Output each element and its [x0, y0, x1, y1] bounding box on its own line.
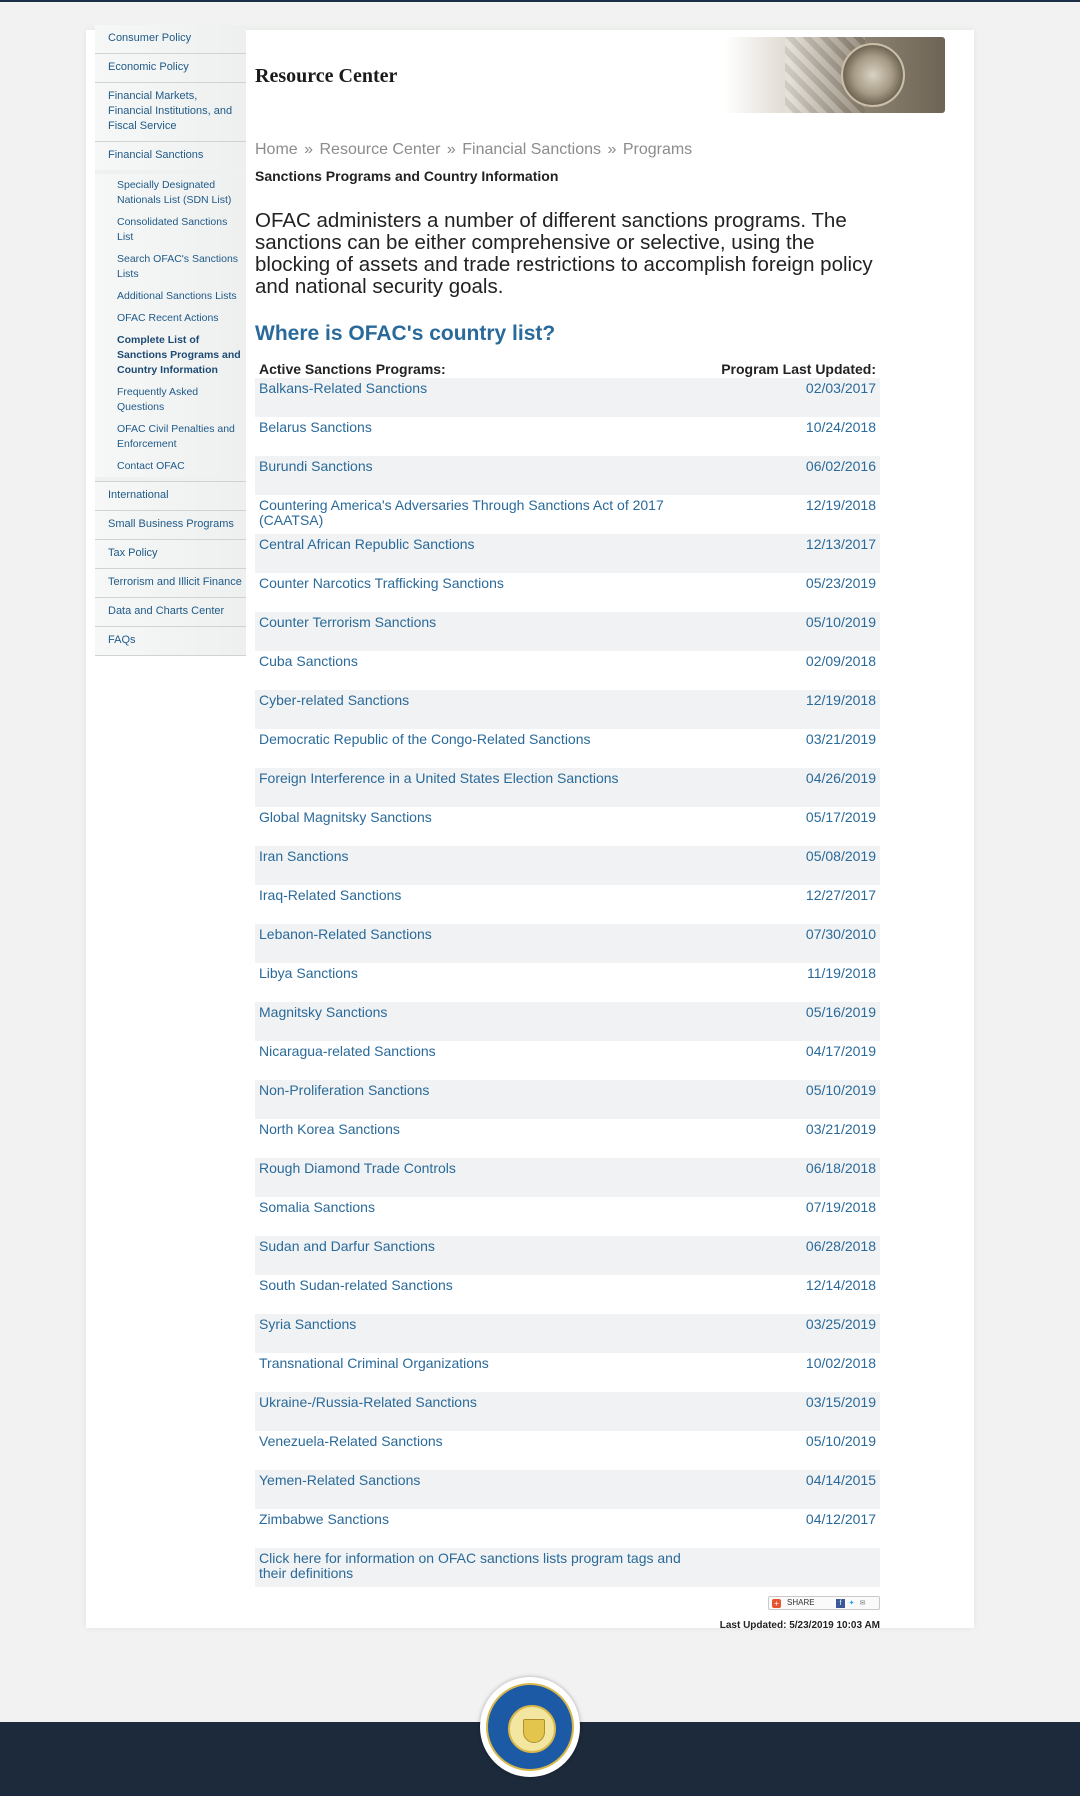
- table-row: [255, 1509, 880, 1548]
- program-name-link[interactable]: Global Magnitsky Sanctions: [255, 807, 710, 846]
- program-updated-date: 04/12/2017: [710, 1509, 880, 1548]
- column-header-program: Active Sanctions Programs:: [259, 360, 446, 377]
- sidebar-item-consumer-policy[interactable]: Consumer Policy: [95, 25, 246, 54]
- table-row: [255, 729, 880, 768]
- table-row: [255, 885, 880, 924]
- program-updated-date: 04/17/2019: [710, 1041, 880, 1080]
- program-name-link[interactable]: Countering America's Adversaries Through Sanctions Act of 2017 (CAATSA): [255, 495, 710, 534]
- program-name-link[interactable]: Transnational Criminal Organizations: [255, 1353, 710, 1392]
- table-row: [255, 1119, 880, 1158]
- program-updated-date: 03/21/2019: [710, 1119, 880, 1158]
- program-name-link[interactable]: Iraq-Related Sanctions: [255, 885, 710, 924]
- program-updated-date: 05/10/2019: [710, 612, 880, 651]
- program-name-link[interactable]: Counter Narcotics Trafficking Sanctions: [255, 573, 710, 612]
- treasury-seal-banner: [725, 37, 945, 113]
- facebook-icon[interactable]: f: [836, 1599, 845, 1608]
- sidebar-subitem-additional-lists[interactable]: Additional Sanctions Lists: [95, 285, 246, 307]
- sidebar-subitem-programs[interactable]: Complete List of Sanctions Programs and Country Information: [95, 329, 246, 381]
- program-updated-date: 03/21/2019: [710, 729, 880, 768]
- country-list-link[interactable]: Where is OFAC's country list?: [255, 322, 556, 345]
- breadcrumb-financial-sanctions[interactable]: Financial Sanctions: [462, 141, 602, 158]
- program-name-link[interactable]: Democratic Republic of the Congo-Related Sanctions: [255, 729, 710, 768]
- table-row: [255, 690, 880, 729]
- table-row: [255, 1353, 880, 1392]
- table-row: [255, 651, 880, 690]
- program-name-link[interactable]: Sudan and Darfur Sanctions: [255, 1236, 710, 1275]
- program-name-link[interactable]: Rough Diamond Trade Controls: [255, 1158, 710, 1197]
- program-name-link[interactable]: Central African Republic Sanctions: [255, 534, 710, 573]
- table-row: [255, 1392, 880, 1431]
- table-row: [255, 612, 880, 651]
- table-row: [255, 573, 880, 612]
- sidebar-subitem-sdn-list[interactable]: Specially Designated Nationals List (SDN List): [95, 174, 246, 211]
- program-name-link[interactable]: Foreign Interference in a United States Election Sanctions: [255, 768, 710, 807]
- program-updated-date: 05/16/2019: [710, 1002, 880, 1041]
- program-name-link[interactable]: Click here for information on OFAC sanctions lists program tags and their definitions: [255, 1548, 710, 1587]
- program-updated-date: 07/30/2010: [710, 924, 880, 963]
- program-updated-date: 05/10/2019: [710, 1080, 880, 1119]
- breadcrumb-programs[interactable]: Programs: [622, 141, 693, 158]
- resource-center-header: [255, 35, 945, 115]
- sidebar-subitem-civil-penalties[interactable]: OFAC Civil Penalties and Enforcement: [95, 418, 246, 455]
- program-updated-date: 06/28/2018: [710, 1236, 880, 1275]
- sidebar-item-data-charts[interactable]: Data and Charts Center: [95, 598, 246, 627]
- program-name-link[interactable]: South Sudan-related Sanctions: [255, 1275, 710, 1314]
- table-row: [255, 807, 880, 846]
- sidebar-item-small-business[interactable]: Small Business Programs: [95, 511, 246, 540]
- table-row: [255, 1548, 880, 1587]
- column-header-updated: Program Last Updated:: [721, 360, 876, 377]
- breadcrumb-home[interactable]: Home: [255, 141, 298, 158]
- table-row: [255, 924, 880, 963]
- program-updated-date: 04/26/2019: [710, 768, 880, 807]
- program-updated-date: 10/02/2018: [710, 1353, 880, 1392]
- program-name-link[interactable]: Belarus Sanctions: [255, 417, 710, 456]
- sidebar-subgroup-financial-sanctions: [95, 170, 246, 482]
- treasury-seal-icon: [841, 43, 905, 107]
- breadcrumb: [255, 141, 945, 159]
- program-updated-date: 05/17/2019: [710, 807, 880, 846]
- program-updated-date: 02/09/2018: [710, 651, 880, 690]
- section-subtitle: Sanctions Programs and Country Information: [255, 168, 559, 184]
- breadcrumb-resource-center[interactable]: Resource Center: [319, 141, 441, 158]
- table-row: [255, 768, 880, 807]
- table-row: [255, 1431, 880, 1470]
- program-name-link[interactable]: Libya Sanctions: [255, 963, 710, 1002]
- program-name-link[interactable]: Zimbabwe Sanctions: [255, 1509, 710, 1548]
- table-row: [255, 1041, 880, 1080]
- table-row: [255, 846, 880, 885]
- table-row: [255, 1002, 880, 1041]
- program-updated-date: 05/08/2019: [710, 846, 880, 885]
- program-name-link[interactable]: Burundi Sanctions: [255, 456, 710, 495]
- program-updated-date: 05/23/2019: [710, 573, 880, 612]
- program-updated-date: 07/19/2018: [710, 1197, 880, 1236]
- program-updated-date: 06/18/2018: [710, 1158, 880, 1197]
- share-row: [255, 1596, 880, 1610]
- table-row: [255, 1275, 880, 1314]
- program-updated-date: 12/19/2018: [710, 495, 880, 534]
- program-updated-date: 10/24/2018: [710, 417, 880, 456]
- sidebar-subitem-consolidated-list[interactable]: Consolidated Sanctions List: [95, 211, 246, 248]
- program-rows: [255, 378, 880, 1587]
- table-row: [255, 1158, 880, 1197]
- sidebar-item-terrorism[interactable]: Terrorism and Illicit Finance: [95, 569, 246, 598]
- top-border: [0, 0, 1080, 2]
- program-updated-date: 06/02/2016: [710, 456, 880, 495]
- program-name-link[interactable]: Iran Sanctions: [255, 846, 710, 885]
- table-row: [255, 1470, 880, 1509]
- program-name-link[interactable]: Yemen-Related Sanctions: [255, 1470, 710, 1509]
- program-updated-date: 12/13/2017: [710, 534, 880, 573]
- email-icon[interactable]: ✉: [859, 1600, 866, 1607]
- table-row: [255, 963, 880, 1002]
- program-name-link[interactable]: Nicaragua-related Sanctions: [255, 1041, 710, 1080]
- program-updated-date: 12/14/2018: [710, 1275, 880, 1314]
- program-updated-date: 05/10/2019: [710, 1431, 880, 1470]
- sidebar-item-international[interactable]: International: [95, 482, 246, 511]
- table-row: [255, 495, 880, 534]
- sidebar-item-financial-sanctions[interactable]: Financial Sanctions: [95, 142, 246, 170]
- sidebar-subitem-search-lists[interactable]: Search OFAC's Sanctions Lists: [95, 248, 246, 285]
- table-row: [255, 1236, 880, 1275]
- share-button[interactable]: [768, 1596, 880, 1610]
- program-name-link[interactable]: Syria Sanctions: [255, 1314, 710, 1353]
- seal-inner: [508, 1705, 556, 1753]
- program-updated-date: 03/25/2019: [710, 1314, 880, 1353]
- sidebar-item-economic-policy[interactable]: Economic Policy: [95, 54, 246, 83]
- program-updated-date: 12/19/2018: [710, 690, 880, 729]
- sanctions-programs-table: [255, 359, 880, 1587]
- breadcrumb-separator: »: [607, 141, 617, 158]
- program-name-link[interactable]: Counter Terrorism Sanctions: [255, 612, 710, 651]
- table-row: [255, 1197, 880, 1236]
- program-updated-date: 12/27/2017: [710, 885, 880, 924]
- table-row: [255, 1080, 880, 1119]
- program-name-link[interactable]: Cuba Sanctions: [255, 651, 710, 690]
- program-name-link[interactable]: Non-Proliferation Sanctions: [255, 1080, 710, 1119]
- seal-ring: [486, 1683, 574, 1771]
- page-title: Resource Center: [255, 65, 398, 87]
- shield-icon: [523, 1719, 545, 1743]
- program-name-link[interactable]: North Korea Sanctions: [255, 1119, 710, 1158]
- sidebar-subitem-recent-actions[interactable]: OFAC Recent Actions: [95, 307, 246, 329]
- footer-treasury-seal-icon[interactable]: [480, 1677, 580, 1777]
- sidebar-item-tax-policy[interactable]: Tax Policy: [95, 540, 246, 569]
- breadcrumb-separator: »: [304, 141, 314, 158]
- program-name-link[interactable]: Venezuela-Related Sanctions: [255, 1431, 710, 1470]
- twitter-icon[interactable]: ✦: [848, 1600, 855, 1607]
- breadcrumb-separator: »: [446, 141, 456, 158]
- program-name-link[interactable]: Ukraine-/Russia-Related Sanctions: [255, 1392, 710, 1431]
- program-name-link[interactable]: Cyber-related Sanctions: [255, 690, 710, 729]
- program-name-link[interactable]: Balkans-Related Sanctions: [255, 378, 710, 417]
- program-updated-date: [710, 1548, 880, 1587]
- last-updated-text: Last Updated: 5/23/2019 10:03 AM: [719, 1620, 880, 1631]
- main-content: [255, 35, 945, 1631]
- table-row: [255, 456, 880, 495]
- table-header-row: [255, 359, 880, 378]
- plus-icon: +: [772, 1599, 781, 1608]
- intro-paragraph: OFAC administers a number of different sanctions programs. The sanctions can be either comprehensive or selective, using the blocking of assets and trade restrictions to accomplish foreign policy and national security goals.: [255, 209, 873, 298]
- program-updated-date: 03/15/2019: [710, 1392, 880, 1431]
- program-updated-date: 11/19/2018: [710, 963, 880, 1002]
- table-row: [255, 417, 880, 456]
- program-updated-date: 04/14/2015: [710, 1470, 880, 1509]
- sidebar-subitem-contact[interactable]: Contact OFAC: [95, 455, 246, 477]
- sidebar-item-financial-markets[interactable]: Financial Markets, Financial Institutions, and Fiscal Service: [95, 83, 246, 142]
- program-name-link[interactable]: Somalia Sanctions: [255, 1197, 710, 1236]
- sidebar-subitem-faq[interactable]: Frequently Asked Questions: [95, 381, 246, 418]
- program-name-link[interactable]: Magnitsky Sanctions: [255, 1002, 710, 1041]
- table-row: [255, 534, 880, 573]
- share-label: SHARE: [787, 1598, 815, 1607]
- sidebar-item-faqs[interactable]: FAQs: [95, 627, 246, 656]
- sidebar: [95, 25, 246, 656]
- table-row: [255, 1314, 880, 1353]
- program-updated-date: 02/03/2017: [710, 378, 880, 417]
- table-row: [255, 378, 880, 417]
- program-name-link[interactable]: Lebanon-Related Sanctions: [255, 924, 710, 963]
